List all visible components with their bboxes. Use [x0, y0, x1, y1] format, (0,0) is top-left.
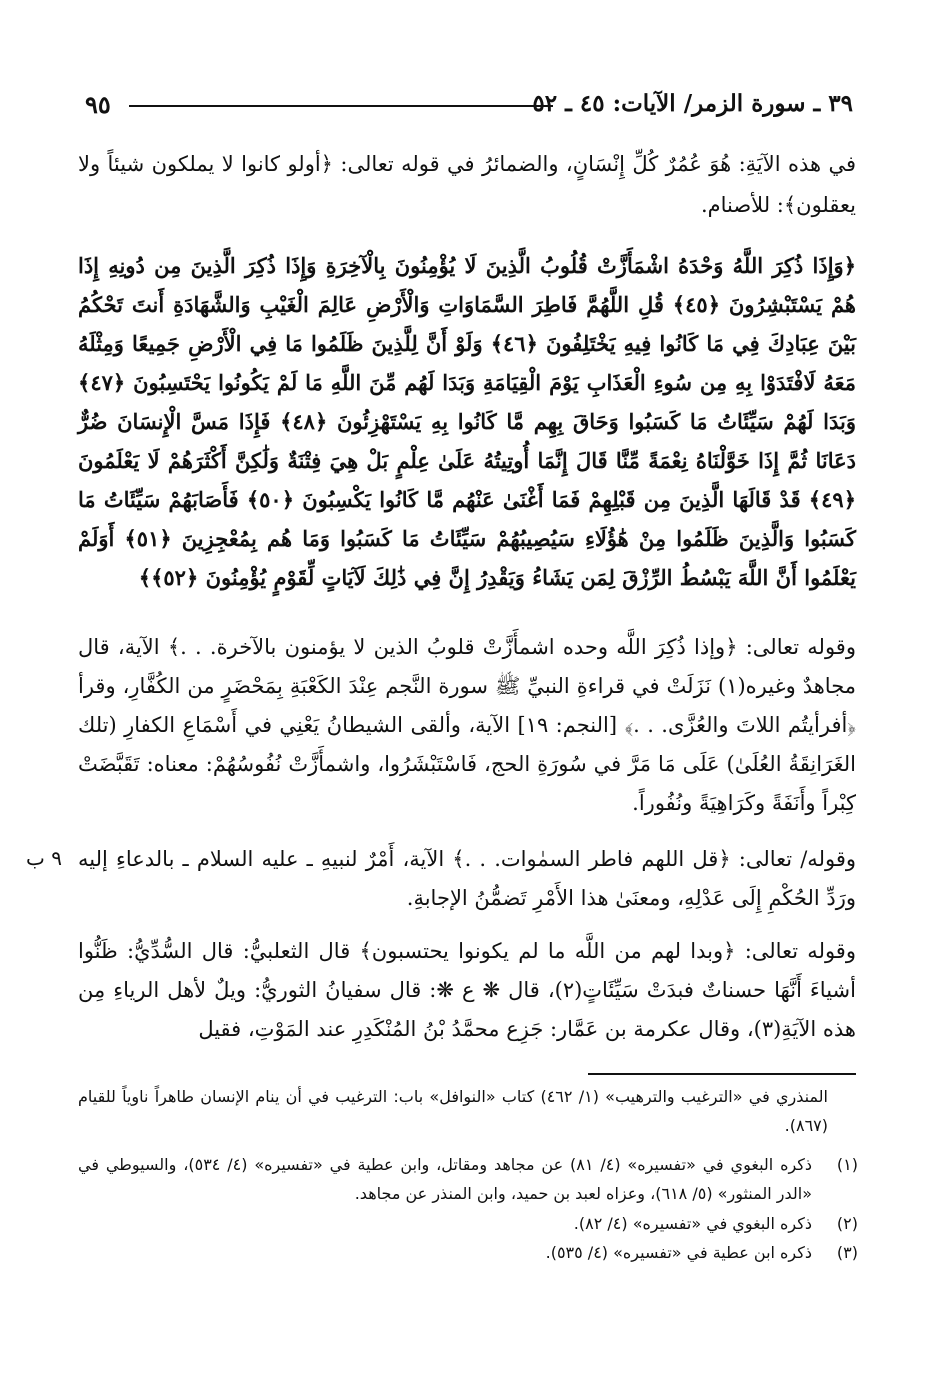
footnote-text: ذكره البغوي في «تفسيره» (٤/ ٨١) عن مجاهد ومقاتل، وابن عطية في «تفسيره» (٤/ ٥٣٤)، والسيوطي في «الدر المنثور» (٥/ ٦١٨)، وعزاه لعبد بن حميد، وابن المنذر عن مجاهد. [78, 1155, 813, 1203]
commentary-paragraph: وقوله تعالى: ﴿وبدا لهم من اللَّه ما لم يكونوا يحتسبون﴾ قال الثعلبيُّ: قال السُّدِّيُّ: ظَنُّوا أشياءَ أَنَّهَا حسناتٌ فبدَتْ سَيِّئَاتٍ(٢)، قال ❋ ع ❋: قال سفيانُ الثوريُّ: ويلٌ لأهل الرياءِ مِن هذه الآيَةِ(٣)، وقال عكرمة بن عَمَّار: جَزِع محمَّدُ بْنُ المُنْكَدِرِ عند المَوْتِ، فقيل [78, 939, 856, 1041]
footnote-number: (٢) [836, 1214, 858, 1233]
footnote-number: (٣) [836, 1243, 858, 1262]
quran-passage: ﴿وَإِذَا ذُكِرَ اللَّهُ وَحْدَهُ اشْمَأَزَّتْ قُلُوبُ الَّذِينَ لَا يُؤْمِنُونَ بِالْآخِرَةِ وَإِذَا ذُكِرَ الَّذِينَ مِن دُونِهِ إِذَا هُمْ يَسْتَبْشِرُونَ ﴿٤٥﴾ قُلِ اللَّهُمَّ فَاطِرَ السَّمَاوَاتِ وَالْأَرْضِ عَالِمَ الْغَيْبِ وَالشَّهَادَةِ أَنتَ تَحْكُمُ بَيْنَ عِبَادِكَ فِي مَا كَانُوا فِيهِ يَخْتَلِفُونَ ﴿٤٦﴾ وَلَوْ أَنَّ لِلَّذِينَ ظَلَمُوا مَا فِي الْأَرْضِ جَمِيعًا وَمِثْلَهُ مَعَهُ لَافْتَدَوْا بِهِ مِن سُوءِ الْعَذَابِ يَوْمَ الْقِيَامَةِ وَبَدَا لَهُم مِّنَ اللَّهِ مَا لَمْ يَكُونُوا يَحْتَسِبُونَ ﴿٤٧﴾ وَبَدَا لَهُمْ سَيِّئَاتُ مَا كَسَبُوا وَحَاقَ بِهِم مَّا كَانُوا بِهِ يَسْتَهْزِئُونَ ﴿٤٨﴾ فَإِذَا مَسَّ الْإِنسَانَ ضُرٌّ دَعَانَا ثُمَّ إِذَا خَوَّلْنَاهُ نِعْمَةً مِّنَّا قَالَ إِنَّمَا أُوتِيتُهُ عَلَىٰ عِلْمٍ بَلْ هِيَ فِتْنَةٌ وَلَٰكِنَّ أَكْثَرَهُمْ لَا يَعْلَمُونَ ﴿٤٩﴾ قَدْ قَالَهَا الَّذِينَ مِن قَبْلِهِمْ فَمَا أَغْنَىٰ عَنْهُم مَّا كَانُوا يَكْسِبُونَ ﴿٥٠﴾ فَأَصَابَهُمْ سَيِّئَاتُ مَا كَسَبُوا وَالَّذِينَ ظَلَمُوا مِنْ هَٰؤُلَاءِ سَيُصِيبُهُمْ سَيِّئَاتُ مَا كَسَبُوا وَمَا هُم بِمُعْجِزِينَ ﴿٥١﴾ أَوَلَمْ يَعْلَمُوا أَنَّ اللَّهَ يَبْسُطُ الرِّزْقَ لِمَن يَشَاءُ وَيَقْدِرُ إِنَّ فِي ذَٰلِكَ لَآيَاتٍ لِّقَوْمٍ يُؤْمِنُونَ ﴿٥٢﴾﴾ [78, 253, 857, 590]
footnote-rule [588, 1073, 856, 1075]
page-number: ٩٥ [85, 90, 111, 119]
footnote-text: المنذري في «الترغيب والترهيب» (١/ ٤٦٢) كتاب «النوافل» باب: الترغيب في أن ينام الإنسان طاهراً ناوياً للقيام (٨٦٧). [78, 1087, 828, 1135]
margin-folio-note: ٩ ب [26, 846, 62, 870]
footnote [78, 1209, 858, 1238]
footnote [78, 1150, 858, 1208]
commentary-paragraph: وقوله/ تعالى: ﴿قل اللهم فاطر السمٰوات. . .﴾ الآية، أَمْرٌ لنبيهِ ـ عليه السلام ـ بالدعاءِ إليه ورَدِّ الحُكْمِ إِلَى عَدْلِهِ، ومعنَىٰ هذا الأَمْرِ تَضمُّنُ الإجابةِ. [78, 847, 856, 910]
footnote-text: ذكره ابن عطية في «تفسيره» (٤/ ٥٣٥). [545, 1243, 812, 1262]
header-rule [129, 105, 553, 107]
intro-paragraph: في هذه الآيَةِ: هُوَ عُمُرٌ كُلِّ إِنْسَانٍ، والضمائرُ في قوله تعالى: ﴿أولو كانوا لا يملكون شيئاً ولا يعقلون﴾: للأصنام. [78, 152, 856, 217]
footnote-number: (١) [836, 1155, 858, 1174]
commentary-paragraph: وقوله تعالى: ﴿وإذا ذُكِرَ اللَّه وحده اشمأَزَّتْ قلوبُ الذين لا يؤمنون بالآخرة. . .﴾ الآية، قال مجاهدٌ وغيره(١) نَزَلَتْ في قراءةِ النبيِّ ﷺ سورة النَّجم عِنْدَ الكَعْبَةِ بِمَحْضَرٍ من الكُفَّارِ، وقرأ ﴿أفرأيتُم اللاتَ والعُزَّى. . .﴾ [النجم: ١٩] الآية، وألقى الشيطانُ يَعْنِي في أَسْمَاعِ الكفارِ (تلك الغَرَانِقَةُ العُلَىٰ) عَلَى مَا مَرَّ في سُورَةِ الحج، فَاسْتَبْشَرُوا، واشمأَزَّتْ نُفُوسُهُمْ: معناه: تَقَبَّضَتْ كِبْراً وأَنَفَةً وكَرَاهِيَةً ونُفُوراً. [78, 635, 856, 815]
footnote-text: ذكره البغوي في «تفسيره» (٤/ ٨٢). [573, 1214, 812, 1233]
footnote-continuation [78, 1082, 858, 1140]
footnote [78, 1238, 858, 1267]
running-header [85, 88, 853, 124]
running-title: ٣٩ ـ سورة الزمر/ الآيات: ٤٥ ـ ٥٢ [532, 90, 853, 117]
